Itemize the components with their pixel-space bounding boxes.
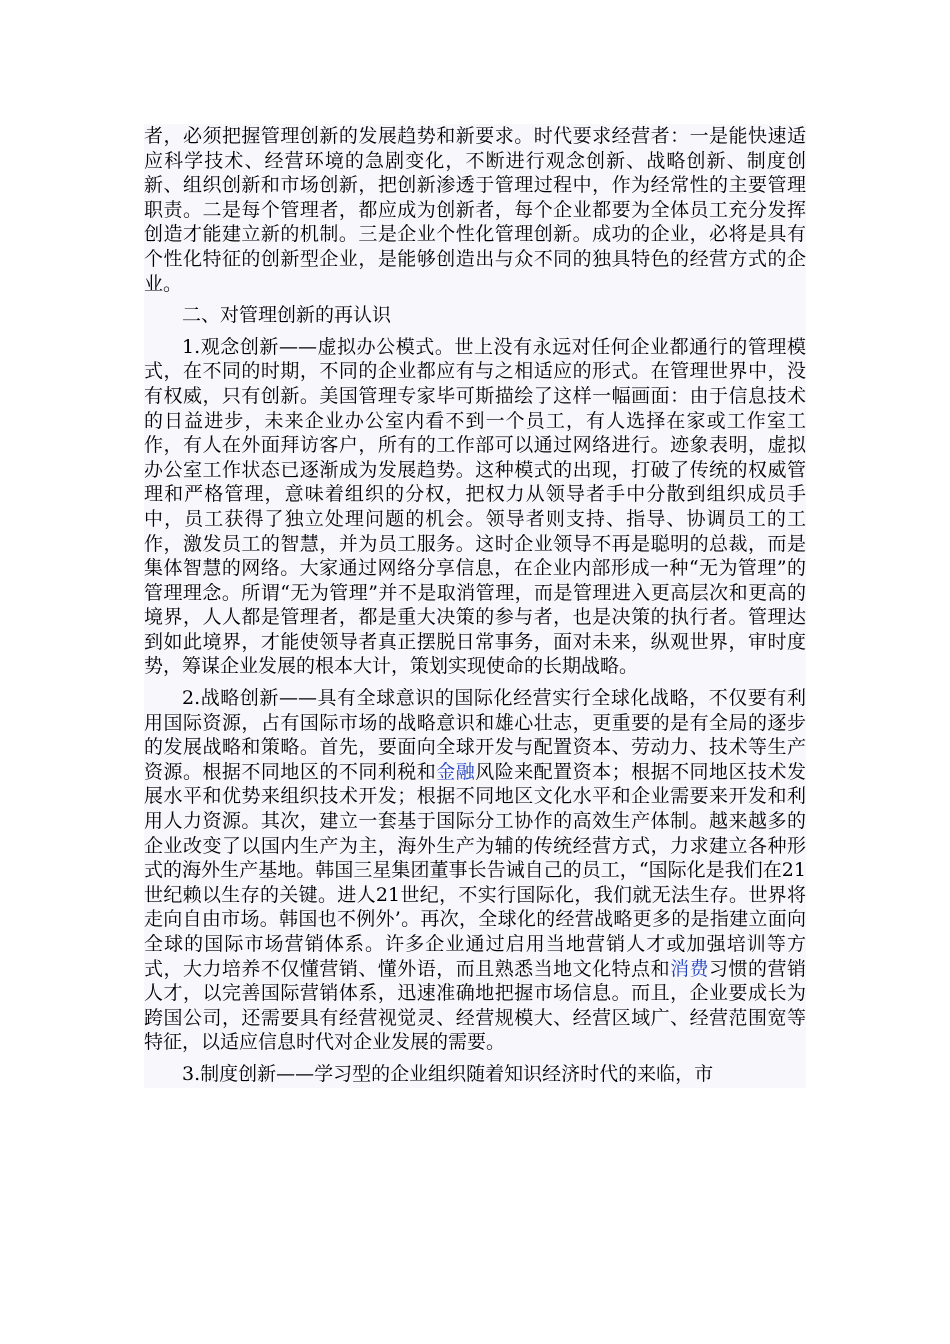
finance-link[interactable]: 金融 <box>436 760 476 783</box>
consumption-link[interactable]: 消费 <box>670 957 710 980</box>
paragraph-text-segment: 2.战略创新——具有全球意识的国际化经营实行全球化战略，不仅要有利用国际资源，占有国际市场的战略意识和雄心壮志，更重要的是有全局的逐步的发展战略和策略。首先，要面向全球开发与配置资本、劳动力、技术等生产资源。根据不同地区的不同利税和 <box>144 687 806 783</box>
paragraph-continuation: 者，必须把握管理创新的发展趋势和新要求。时代要求经营者：一是能快速适应科学技术、经营环境的急剧变化，不断进行观念创新、战略创新、制度创新、组织创新和市场创新，把创新渗透于管理过程中，作为经常性的主要管理职责。二是每个管理者，都应成为创新者，每个企业都要为全体员工充分发挥创造才能建立新的机制。三是企业个性化管理创新。成功的企业，必将是具有个性化特征的创新型企业，是能够创造出与众不同的独具特色的经营方式的企业。 <box>144 125 806 295</box>
paragraph-strategy-innovation <box>144 686 806 1055</box>
paragraph-system-innovation: 3.制度创新——学习型的企业组织随着知识经济时代的来临，市 <box>182 1062 714 1085</box>
paragraph-text-segment: 风险来配置资本；根据不同地区技术发展水平和优势来组织技术开发；根据不同地区文化水平和企业需要来开发和利用人力资源。其次，建立一套基于国际分工协作的高效生产体制。越来越多的企业改变了以国内生产为主，海外生产为辅的传统经营方式，力求建立各种形式的海外生产基地。韩国三星集团董事长告诫自己的员工，“国际化是我们在21世纪赖以生存的关键。进人21世纪，不实行国际化，我们就无法生存。世界将走向自由市场。韩国也不例外’。再次，全球化的经营战略更多的是指建立面向全球的国际市场营销体系。许多企业通过启用当地营销人才或加强培训等方式，大力培养不仅懂营销、懂外语，而且熟悉当地文化特点和 <box>144 760 806 980</box>
paragraph-text-segment: 习惯的营销人才，以完善国际营销体系，迅速准确地把握市场信息。而且，企业要成长为跨国公司，还需要具有经营视觉灵、经营规模大、经营区域广、经营范围宽等特征，以适应信息时代对企业发展的需要。 <box>144 957 806 1054</box>
document-body <box>144 124 806 1088</box>
paragraph-concept-innovation: 1.观念创新——虚拟办公模式。世上没有永远对任何企业都通行的管理模式，在不同的时期，不同的企业都应有与之相适应的形式。在管理世界中，没有权威，只有创新。美国管理专家毕可斯描绘了这样一幅画面：由于信息技术的日益进步，未来企业办公室内看不到一个员工，有人选择在家或工作室工作，有人在外面拜访客户，所有的工作部可以通过网络进行。迹象表明，虚拟办公室工作状态已逐渐成为发展趋势。这种模式的出现，打破了传统的权威管理和严格管理，意味着组织的分权，把权力从领导者手中分散到组织成员手中，员工获得了独立处理问题的机会。领导者则支持、指导、协调员工的工作，激发员工的智慧，并为员工服务。这时企业领导不再是聪明的总裁，而是集体智慧的网络。大家通过网络分享信息，在企业内部形成一种“无为管理”的管理理念。所谓“无为管理”并不是取消管理，而是管理进入更高层次和更高的境界，人人都是管理者，都是重大决策的参与者，也是决策的执行者。管理达到如此境界，才能使领导者真正摆脱日常事务，面对未来，纵观世界，审时度势，筹谋企业发展的根本大计，策划实现使命的长期战略。 <box>144 335 806 678</box>
section-heading-2: 二、对管理创新的再认识 <box>182 304 392 327</box>
